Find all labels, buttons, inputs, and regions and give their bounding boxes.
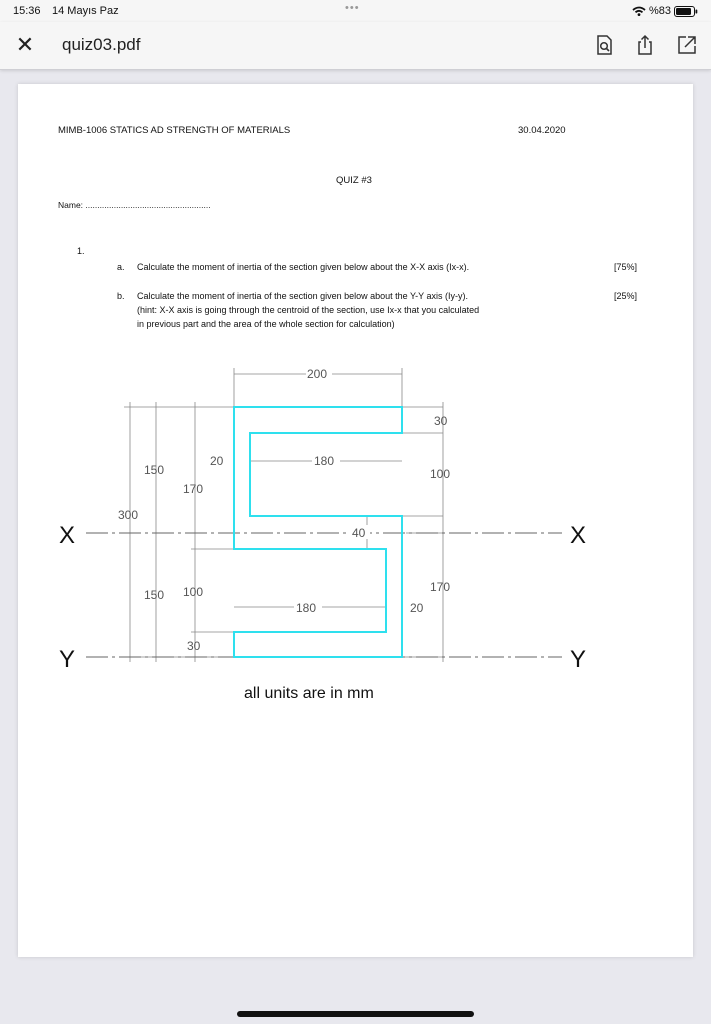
battery-percent: %83 bbox=[649, 5, 672, 17]
quiz-title: QUIZ #3 bbox=[336, 175, 372, 186]
part-a-text: Calculate the moment of inertia of the section given below about the X-X axis (Ix-x). bbox=[137, 262, 470, 272]
part-b-text-line2: (hint: X-X axis is going through the centroid of the section, use Ix-x that you calculated bbox=[137, 305, 480, 315]
part-b-letter: b. bbox=[117, 291, 125, 301]
section-outline bbox=[234, 407, 402, 657]
part-b-weight: [25%] bbox=[614, 291, 638, 301]
dim-180-bottom: 180 bbox=[296, 601, 317, 615]
name-field: Name: ..................................................... bbox=[58, 200, 211, 210]
dim-20-bottom: 20 bbox=[410, 601, 424, 615]
axis-x-left-label: X bbox=[59, 522, 76, 549]
dim-180-top: 180 bbox=[314, 454, 335, 468]
document-title: quiz03.pdf bbox=[62, 35, 141, 54]
part-a-weight: [75%] bbox=[614, 262, 638, 272]
part-b-text-line3: in previous part and the area of the whole section for calculation) bbox=[137, 319, 395, 329]
dim-20-top: 20 bbox=[210, 454, 224, 468]
course-title: MIMB-1006 STATICS AD STRENGTH OF MATERIALS bbox=[58, 125, 291, 136]
dim-200: 200 bbox=[307, 367, 328, 381]
status-time: 15:36 bbox=[13, 5, 41, 17]
dim-170-right: 170 bbox=[430, 580, 451, 594]
close-icon[interactable]: ✕ bbox=[15, 32, 35, 57]
units-caption: all units are in mm bbox=[244, 685, 374, 702]
dim-150-bottom: 150 bbox=[144, 588, 165, 602]
status-date: 14 Mayıs Paz bbox=[52, 5, 119, 17]
dim-170-left: 170 bbox=[183, 482, 204, 496]
dim-40: 40 bbox=[352, 526, 366, 540]
dim-300: 300 bbox=[118, 508, 139, 522]
axis-y-left-label: Y bbox=[59, 646, 76, 673]
dim-100-right: 100 bbox=[430, 467, 451, 481]
dim-30-bottom: 30 bbox=[187, 639, 201, 653]
quiz-date: 30.04.2020 bbox=[518, 125, 566, 136]
axis-x-right-label: X bbox=[570, 522, 587, 549]
dim-150-top: 150 bbox=[144, 463, 165, 477]
dim-100-left: 100 bbox=[183, 585, 204, 599]
home-indicator[interactable] bbox=[237, 1011, 474, 1017]
axis-y-right-label: Y bbox=[570, 646, 587, 673]
question-number: 1. bbox=[77, 246, 85, 256]
part-b-text-line1: Calculate the moment of inertia of the section given below about the Y-Y axis (Iy-y). bbox=[137, 291, 469, 301]
part-a-letter: a. bbox=[117, 262, 125, 272]
dim-30-top: 30 bbox=[434, 414, 448, 428]
multitask-dots-icon[interactable]: ••• bbox=[345, 2, 360, 14]
